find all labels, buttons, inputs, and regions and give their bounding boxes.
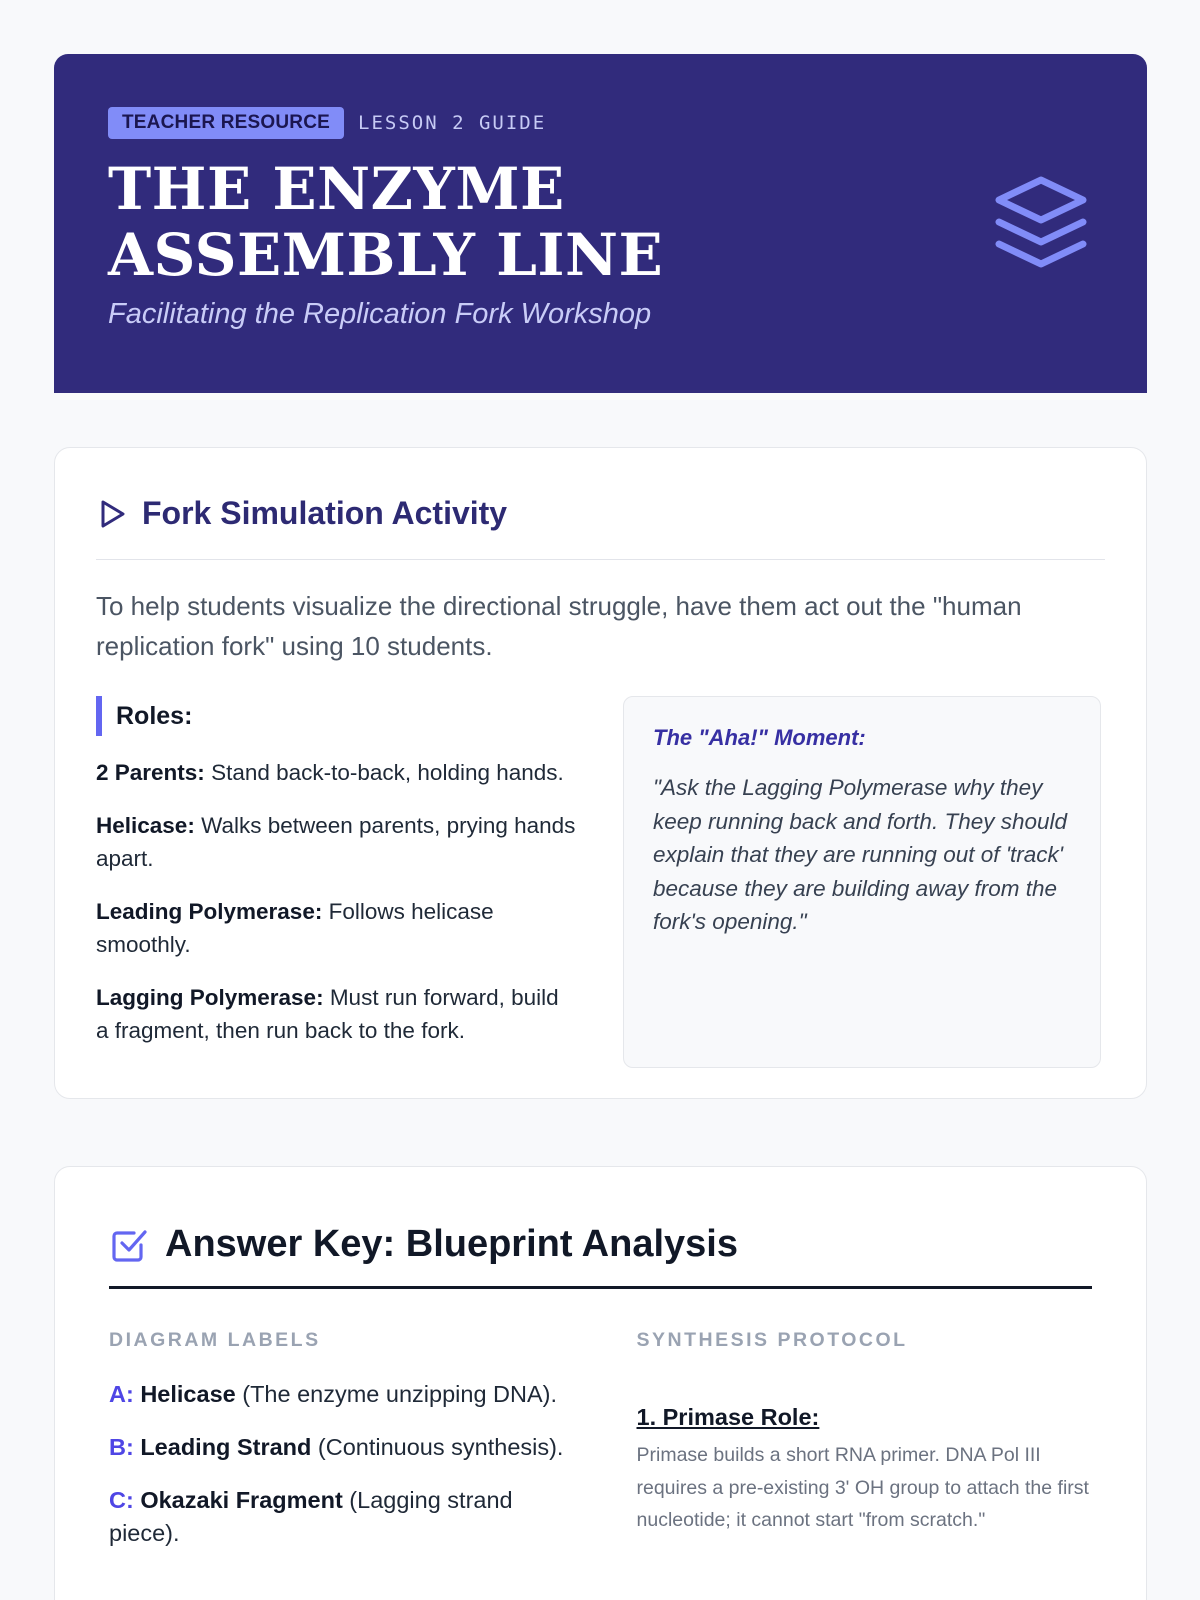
role-item [96, 809, 576, 875]
role-name: 2 Parents: [96, 760, 205, 785]
role-item [96, 981, 576, 1047]
label-desc: (Continuous synthesis). [311, 1434, 564, 1460]
page-subtitle: Facilitating the Replication Fork Workshop [108, 298, 652, 330]
role-item [96, 756, 576, 789]
label-term: Helicase [140, 1381, 236, 1407]
role-text: Follows helicase smoothly. [96, 899, 494, 957]
answer-key-heading [109, 1219, 1092, 1289]
aha-title: The "Aha!" Moment: [653, 725, 866, 750]
role-name: Helicase: [96, 813, 195, 838]
protocol-step-title: 1. Primase Role: [636, 1404, 820, 1430]
role-text: Must run forward, build a fragment, then run back to the fork. [96, 985, 559, 1043]
checkbox-icon [109, 1225, 149, 1265]
protocol-step-text: Primase builds a short RNA primer. DNA Pol III requires a pre-existing 3' OH group to attach the first nucleotide; it cannot start "from scratch." [636, 1444, 1089, 1531]
roles-list [96, 696, 576, 1068]
answer-key-columns [109, 1329, 1092, 1550]
diagram-labels-heading: DIAGRAM LABELS [109, 1329, 321, 1351]
role-name: Leading Polymerase: [96, 899, 323, 924]
resource-tag: TEACHER RESOURCE [108, 107, 344, 139]
simulation-title: Fork Simulation Activity [142, 495, 508, 531]
answer-key-card [54, 1166, 1147, 1600]
label-item [109, 1431, 565, 1464]
role-text: Stand back-to-back, holding hands. [204, 760, 564, 785]
label-letter: B: [109, 1434, 134, 1460]
synthesis-protocol [637, 1329, 1093, 1550]
label-item [109, 1378, 565, 1411]
layers-icon [989, 172, 1093, 276]
label-desc: (Lagging strand piece). [109, 1487, 513, 1546]
label-term: Okazaki Fragment [140, 1487, 343, 1513]
header-banner [54, 54, 1147, 393]
label-term: Leading Strand [140, 1434, 312, 1460]
simulation-heading [96, 488, 1105, 560]
simulation-intro: To help students visualize the directional struggle, have them act out the "human replication fork" using 10 students. [96, 591, 1022, 661]
label-letter: C: [109, 1487, 134, 1513]
aha-quote: "Ask the Lagging Polymerase why they keep running back and forth. They should explain that they are running out of 'track' because they are building away from the fork's opening." [653, 775, 1068, 934]
label-letter: A: [109, 1381, 134, 1407]
play-icon [96, 498, 128, 530]
page-title: THE ENZYME ASSEMBLY LINE [108, 155, 664, 289]
synthesis-protocol-heading: SYNTHESIS PROTOCOL [636, 1329, 908, 1351]
roles-heading: Roles: [96, 696, 576, 736]
label-desc: (The enzyme unzipping DNA). [235, 1381, 558, 1407]
lesson-label: LESSON 2 GUIDE [358, 112, 547, 134]
aha-callout [623, 696, 1101, 1068]
role-name: Lagging Polymerase: [96, 985, 324, 1010]
simulation-columns [96, 696, 1105, 1068]
answer-key-title: Answer Key: Blueprint Analysis [165, 1223, 738, 1265]
diagram-labels [109, 1329, 565, 1550]
label-item [109, 1484, 565, 1550]
role-item [96, 895, 576, 961]
simulation-card [54, 447, 1147, 1099]
tag-row [108, 106, 1093, 140]
role-text: Walks between parents, prying hands apart. [96, 813, 576, 871]
